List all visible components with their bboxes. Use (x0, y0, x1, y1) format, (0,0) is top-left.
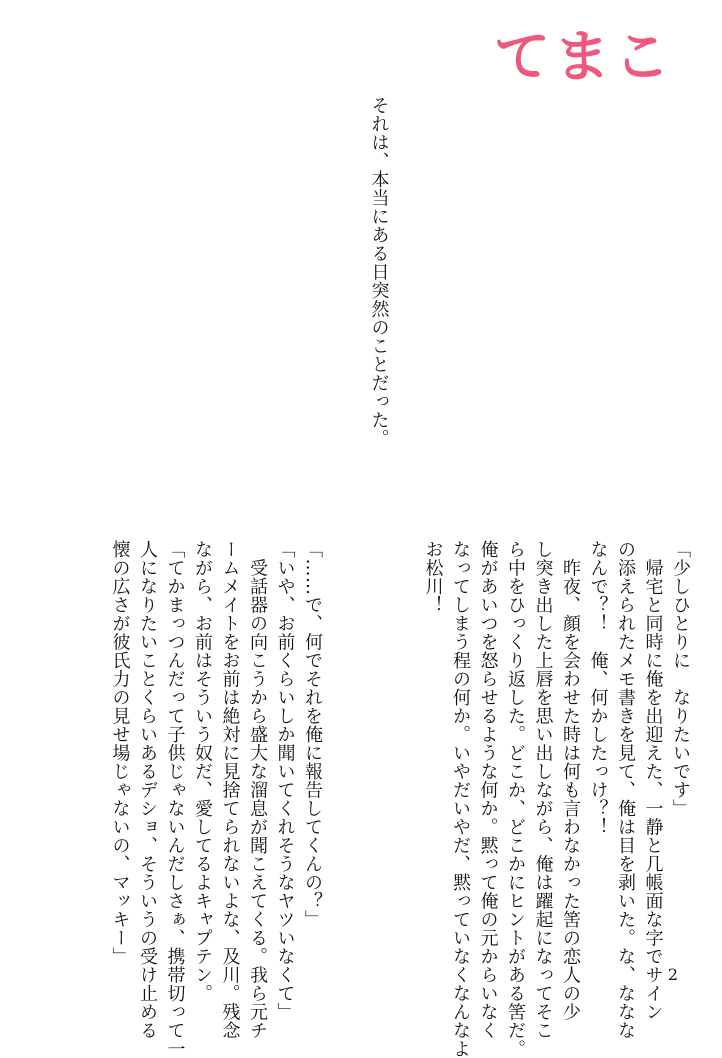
text-block-right: 「少しひとりに なりたいです」 帰宅と同時に俺を出迎えた、一静と几帳面な字でサイン の添えられたメモ書きを見て、俺は目を剥いた。な、ななな なんで？！ 俺、何かしたっけ？！ 昨夜、顔を会わせた時は何も言わなかった筈の恋人の少 し突き出した上唇を思い出しながら、俺は躍起になってそこ ら中をひっくり返した。どこか、どこかにヒントがある筈だ。 俺があいつを怒らせるような何か。黙って俺の元からいなく なってしまう程の何か。いやだいやだ、黙っていなくなんなよ お松川！ (422, 540, 691, 1058)
page-title: てまこ (494, 25, 674, 90)
text-block-left: 「……で、何でそれを俺に報告してくんの？」 「いや、お前くらいしか聞いてくれそうなヤツいなくて」 受話器の向こうから盛大な溜息が聞こえてくる。我ら元チ ームメイトをお前は絶対に見捨てられないよな、及川。残念 ながら、お前はそういう奴だ、愛してるよキャプテン。 「てかまっつんだって子供じゃないんだしさぁ、携帯切って一 人になりたいことくらいあるデショ、そういうの受け止める 懐の広さが彼氏力の見せ場じゃないの、マッキー」 (109, 540, 323, 1058)
page-number: 2 (667, 965, 678, 984)
opening-line: それは、本当にある日突然のことだった。 (368, 96, 390, 448)
